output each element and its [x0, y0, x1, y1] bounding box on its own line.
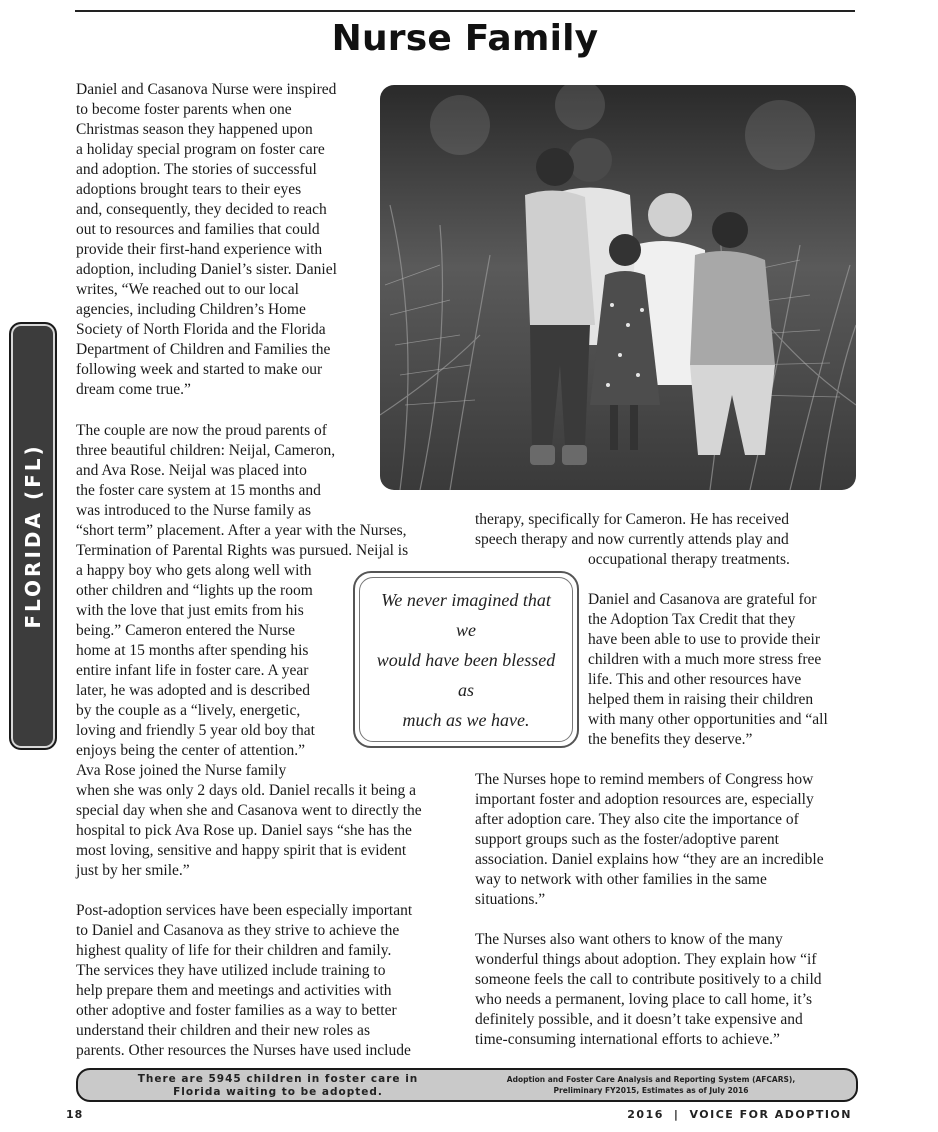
page-number: 18: [66, 1108, 84, 1121]
text-line: parents. Other resources the Nurses have used include: [76, 1042, 411, 1059]
text-line: situations.”: [475, 891, 546, 908]
text-line: Termination of Parental Rights was pursued. Neijal is: [76, 542, 409, 559]
quote-line: much as we have.: [402, 709, 530, 730]
stat-bar-source: [486, 1074, 816, 1096]
text-line: time-consuming international efforts to achieve.”: [475, 1031, 780, 1048]
text-line: understand their children and their new roles as: [76, 1022, 370, 1039]
text-line: a holiday special program on foster care: [76, 141, 325, 158]
text-line: have been able to use to provide their: [588, 631, 820, 648]
text-line: other adoptive and foster families as a way to better: [76, 1002, 397, 1019]
congress-paragraph: [475, 770, 855, 1050]
text-line: wonderful things about adoption. They explain how “if: [475, 951, 817, 968]
text-line: out to resources and families that could: [76, 221, 320, 238]
text-line: Daniel and Casanova Nurse were inspired: [76, 81, 337, 98]
page-title: Nurse Family: [331, 18, 599, 59]
stat-line: There are 5945 children in foster care in: [137, 1073, 419, 1085]
text-line: way to network with other families in the same: [475, 871, 767, 888]
text-line: and Ava Rose. Neijal was placed into: [76, 462, 307, 479]
text-line: a happy boy who gets along well with: [76, 562, 312, 579]
text-line: to Daniel and Casanova as they strive to achieve the: [76, 922, 400, 939]
state-side-tab-label: FLORIDA (FL): [21, 443, 45, 629]
text-line: help prepare them and meetings and activities with: [76, 982, 392, 999]
source-line: Adoption and Foster Care Analysis and Reporting System (AFCARS),: [506, 1075, 796, 1084]
couple-paragraph-wide: [76, 521, 460, 561]
pull-quote-text: [370, 585, 562, 735]
couple-paragraph-bottom: [76, 761, 460, 1061]
text-line: occupational therapy treatments.: [588, 551, 790, 568]
couple-paragraph-narrow: [76, 561, 356, 761]
text-line: highest quality of life for their children and family.: [76, 942, 392, 959]
text-line: adoption, including Daniel’s sister. Daniel: [76, 261, 337, 278]
text-line: with the love that just emits from his: [76, 602, 304, 619]
text-line: three beautiful children: Neijal, Cameron,: [76, 442, 336, 459]
text-line: with many other opportunities and “all: [588, 711, 828, 728]
text-line: the Adoption Tax Credit that they: [588, 611, 796, 628]
text-line: later, he was adopted and is described: [76, 682, 310, 699]
text-line: was introduced to the Nurse family as: [76, 502, 312, 519]
top-rule: [75, 10, 855, 12]
stat-line: Florida waiting to be adopted.: [173, 1086, 383, 1098]
text-line: Ava Rose joined the Nurse family: [76, 762, 287, 779]
text-line: by the couple as a “lively, energetic,: [76, 702, 301, 719]
therapy-paragraph: [475, 510, 855, 570]
tax-credit-paragraph: [588, 590, 856, 750]
text-line: “short term” placement. After a year with the Nurses,: [76, 522, 407, 539]
family-photo: [380, 85, 856, 490]
text-line: just by her smile.”: [76, 862, 190, 879]
footer-separator: |: [673, 1108, 680, 1121]
footer-year: 2016: [627, 1108, 664, 1121]
text-line: Department of Children and Families the: [76, 341, 331, 358]
text-line: who needs a permanent, loving place to call home, it’s: [475, 991, 813, 1008]
text-line: home at 15 months after spending his: [76, 642, 309, 659]
pull-quote: [353, 571, 579, 748]
text-line: Post-adoption services have been especially important: [76, 902, 413, 919]
stat-bar: [76, 1068, 858, 1102]
text-line: Daniel and Casanova are grateful for: [588, 591, 817, 608]
text-line: children with a much more stress free: [588, 651, 822, 668]
source-line: Preliminary FY2015, Estimates as of July 2016: [553, 1086, 749, 1095]
text-line: Christmas season they happened upon: [76, 121, 313, 138]
text-line: important foster and adoption resources are, especially: [475, 791, 814, 808]
text-line: the benefits they deserve.”: [588, 731, 753, 748]
text-line: agencies, including Children’s Home: [76, 301, 306, 318]
text-line: helped them in raising their children: [588, 691, 814, 708]
text-line: Society of North Florida and the Florida: [76, 321, 326, 338]
text-line: association. Daniel explains how “they are an incredible: [475, 851, 824, 868]
text-line: dream come true.”: [76, 381, 191, 398]
couple-paragraph-top: [76, 421, 372, 521]
text-line: and, consequently, they decided to reach: [76, 201, 327, 218]
text-line: being.” Cameron entered the Nurse: [76, 622, 296, 639]
intro-paragraph: [76, 80, 372, 400]
text-line: other children and “lights up the room: [76, 582, 313, 599]
text-line: following week and started to make our: [76, 361, 323, 378]
text-line: life. This and other resources have: [588, 671, 802, 688]
text-line: after adoption care. They also cite the importance of: [475, 811, 799, 828]
quote-line: would have been blessed as: [376, 649, 556, 700]
text-line: speech therapy and now currently attends play and: [475, 531, 789, 548]
text-line: enjoys being the center of attention.”: [76, 742, 305, 759]
footer-publication-name: VOICE FOR ADOPTION: [689, 1108, 852, 1121]
quote-line: We never imagined that we: [381, 589, 551, 640]
text-line: most loving, sensitive and happy spirit that is evident: [76, 842, 407, 859]
text-line: writes, “We reached out to our local: [76, 281, 299, 298]
text-line: provide their first-hand experience with: [76, 241, 323, 258]
text-line: hospital to pick Ava Rose up. Daniel says “she has the: [76, 822, 412, 839]
text-line: entire infant life in foster care. A year: [76, 662, 309, 679]
text-line: definitely possible, and it doesn’t take expensive and: [475, 1011, 803, 1028]
text-line: loving and friendly 5 year old boy that: [76, 722, 315, 739]
stat-bar-fact: [78, 1073, 478, 1099]
pull-quote-frame: [359, 577, 573, 742]
text-line: support groups such as the foster/adoptive parent: [475, 831, 779, 848]
text-line: to become foster parents when one: [76, 101, 292, 118]
text-line: therapy, specifically for Cameron. He has received: [475, 511, 790, 528]
footer-publication: [627, 1108, 852, 1121]
text-line: when she was only 2 days old. Daniel recalls it being a: [76, 782, 417, 799]
text-line: The couple are now the proud parents of: [76, 422, 327, 439]
text-line: The Nurses also want others to know of the many: [475, 931, 783, 948]
text-line: someone feels the call to contribute positively to a child: [475, 971, 822, 988]
text-line: the foster care system at 15 months and: [76, 482, 321, 499]
text-line: and adoption. The stories of successful: [76, 161, 317, 178]
text-line: The services they have utilized include training to: [76, 962, 386, 979]
text-line: The Nurses hope to remind members of Congress how: [475, 771, 814, 788]
text-line: special day when she and Casanova went to directly the: [76, 802, 422, 819]
text-line: adoptions brought tears to their eyes: [76, 181, 302, 198]
